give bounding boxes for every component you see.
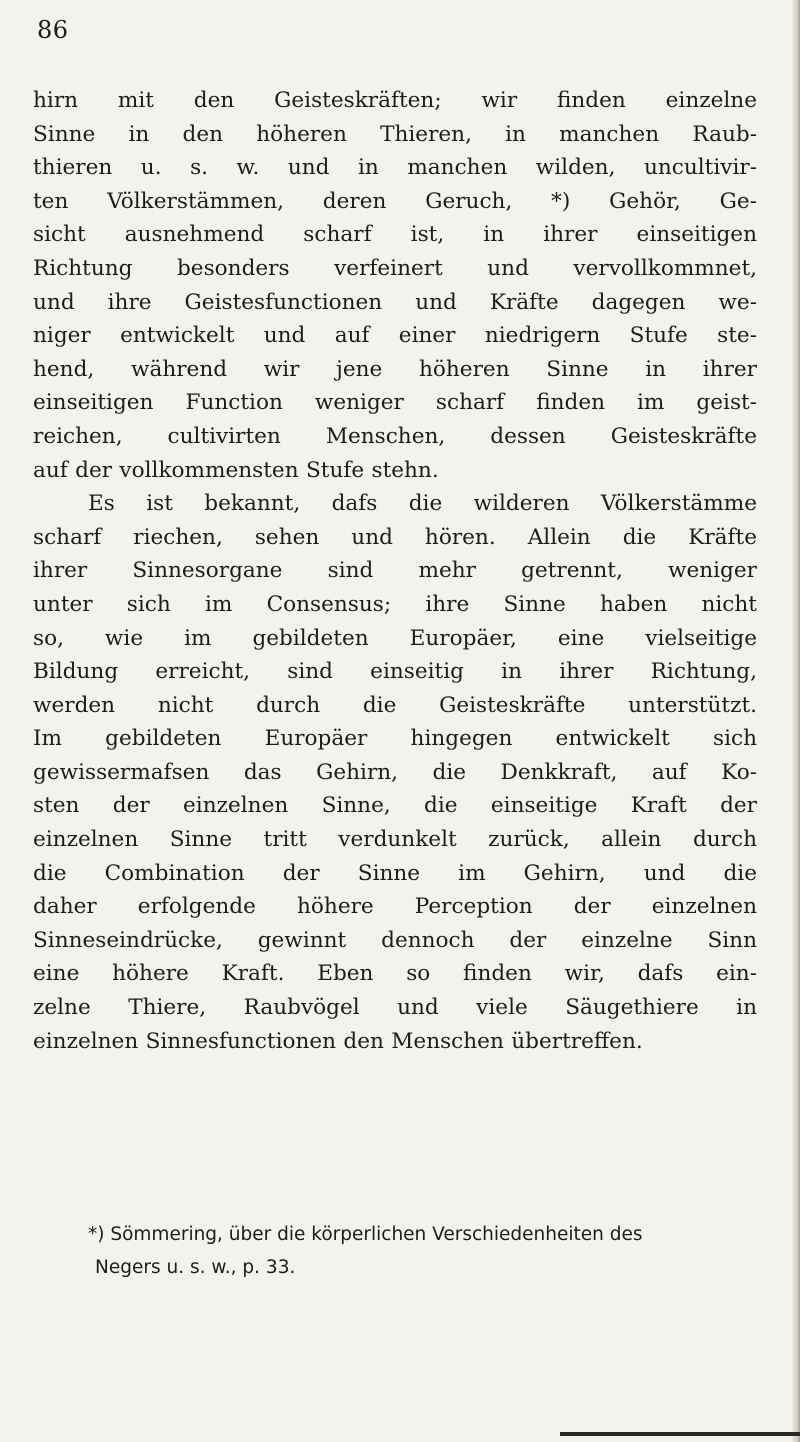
footnote	[88, 1218, 768, 1284]
text-line: werden nicht durch die Geisteskräfte unterstützt.	[33, 692, 757, 718]
text-line: zelne Thiere, Raubvögel und viele Säugethiere in	[33, 995, 757, 1021]
text-line-paragraph-start: Es ist bekannt, dafs die wilderen Völkerstämme	[88, 491, 757, 517]
text-line: reichen, cultivirten Menschen, dessen Geisteskräfte	[33, 423, 757, 449]
text-line: niger entwickelt und auf einer niedrigern Stufe ste-	[33, 323, 757, 349]
text-line: gewissermafsen das Gehirn, die Denkkraft, auf Ko-	[33, 759, 757, 785]
text-line: eine höhere Kraft. Eben so finden wir, dafs ein-	[33, 961, 757, 987]
text-line: Bildung erreicht, sind einseitig in ihrer Richtung,	[33, 659, 757, 685]
page-edge-shadow	[792, 0, 800, 1442]
page-number: 86	[37, 16, 69, 44]
text-line: thieren u. s. w. und in manchen wilden, uncultivir-	[33, 155, 757, 181]
text-line: die Combination der Sinne im Gehirn, und die	[33, 860, 757, 886]
text-line-paragraph-end: auf der vollkommensten Stufe stehn.	[33, 457, 439, 483]
text-line-paragraph-end: einzelnen Sinnesfunctionen den Menschen übertreffen.	[33, 1028, 643, 1054]
body-text	[33, 84, 757, 1058]
text-line: so, wie im gebildeten Europäer, eine vielseitige	[33, 625, 757, 651]
text-line: sten der einzelnen Sinne, die einseitige Kraft der	[33, 793, 757, 819]
text-line: ihrer Sinnesorgane sind mehr getrennt, weniger	[33, 558, 757, 584]
bottom-edge-mark	[560, 1432, 800, 1436]
text-line: sicht ausnehmend scharf ist, in ihrer einseitigen	[33, 222, 757, 248]
footnote-line: Negers u. s. w., p. 33.	[95, 1257, 296, 1278]
text-line: hirn mit den Geisteskräften; wir finden einzelne	[33, 88, 757, 113]
text-line: einzelnen Sinne tritt verdunkelt zurück, allein durch	[33, 827, 757, 853]
text-line: daher erfolgende höhere Perception der einzelnen	[33, 894, 757, 920]
text-line: hend, während wir jene höheren Sinne in ihrer	[33, 356, 757, 382]
text-line: Im gebildeten Europäer hingegen entwickelt sich	[33, 726, 757, 752]
text-line: und ihre Geistesfunctionen und Kräfte dagegen we-	[33, 289, 757, 315]
text-line: scharf riechen, sehen und hören. Allein die Kräfte	[33, 524, 757, 550]
text-line: ten Völkerstämmen, deren Geruch, *) Gehör, Ge-	[33, 188, 757, 214]
footnote-line: *) Sömmering, über die körperlichen Verschiedenheiten des	[88, 1224, 643, 1245]
text-line: Richtung besonders verfeinert und vervollkommnet,	[33, 255, 757, 281]
text-line: einseitigen Function weniger scharf finden im geist-	[33, 390, 757, 416]
text-line: Sinneseindrücke, gewinnt dennoch der einzelne Sinn	[33, 927, 757, 953]
text-line: Sinne in den höheren Thieren, in manchen Raub-	[33, 121, 757, 147]
text-line: unter sich im Consensus; ihre Sinne haben nicht	[33, 591, 757, 617]
